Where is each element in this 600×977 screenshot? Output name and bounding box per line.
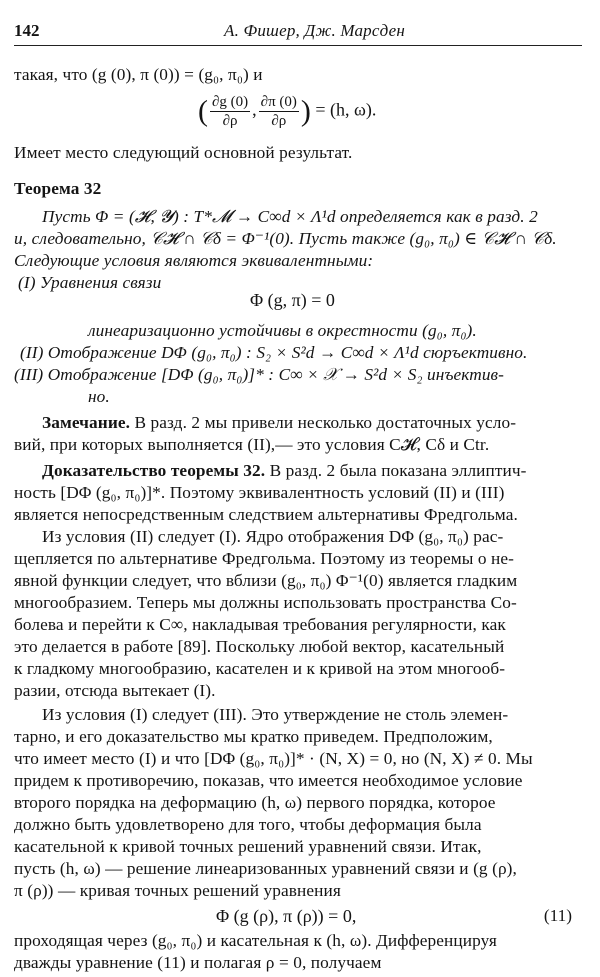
proof-line: придем к противоречию, показав, что имеется необходимое условие [14,771,523,790]
proof-line: Из условия (II) следует (I). Ядро отображения DΦ (g₀, π₀) рас- [42,527,504,546]
theorem-condition-3: (III) Отображение [DΦ (g₀, π₀)]* : C∞ × 𝒳 → S²d × S₂ инъектив- [14,365,505,384]
equation-derivatives: ( $\frac{\partial g (0)}{\partial\rho}$ , $\frac{\partial\pi (0)}{\partial\rho}$ ) = (h, ω). [198,94,377,129]
remark-line: вий, при которых выполняется (II),— это условия C𝓗, Cδ и Ctr. [14,435,490,454]
theorem-line: Следующие условия являются эквивалентными: [14,251,374,270]
proof-line: щепляется по альтернативе Фредгольма. Поэтому из теоремы о не- [14,549,515,568]
fraction-denominator: ∂ρ [222,113,238,129]
theorem-line: Пусть Φ = (𝓗, 𝓨) : T*𝓜 → C∞d × Λ¹d определяется как в разд. 2 [42,207,538,226]
theorem-title: Теорема 32 [14,179,102,198]
page-number: 142 [14,21,40,40]
equation-rhs: = (h, ω). [315,99,377,120]
remark-label: Замечание. [42,413,131,432]
proof-line: разии, отсюда вытекает (I). [14,681,216,700]
remark-line [42,412,586,434]
proof-line: касательной к кривой точных решений уравнений связи. Итак, [14,837,482,856]
theorem-condition-2: (II) Отображение DΦ (g₀, π₀) : S₂ × S²d → C∞d × Λ¹d сюръективно. [20,343,528,362]
proof-line: π (ρ)) — кривая точных решений уравнения [14,881,341,900]
proof-line [42,460,586,482]
theorem-line: и, следовательно, 𝒞𝓗 ∩ 𝒞δ = Φ⁻¹(0). Пусть также (g₀, π₀) ∈ 𝒞𝓗 ∩ 𝒞δ. [14,229,557,248]
equation-constraint: Φ (g, π) = 0 [250,290,335,310]
proof-text: В разд. 2 была показана эллиптич- [265,461,527,480]
theorem-line: но. [88,387,110,406]
proof-line: ность [DΦ (g₀, π₀)]*. Поэтому эквивалентность условий (II) и (III) [14,483,505,502]
proof-line: Из условия (I) следует (III). Это утверждение не столь элемен- [42,705,509,724]
proof-label: Доказательство теоремы 32. [42,461,266,480]
proof-line: что имеет место (I) и что [DΦ (g₀, π₀)]* · (N, X) = 0, но (N, X) ≠ 0. Мы [14,749,533,768]
equation-11: Φ (g (ρ), π (ρ)) = 0, [216,906,357,926]
theorem-line: линеаризационно устойчивы в окрестности (g₀, π₀). [88,321,477,340]
running-head: А. Фишер, Дж. Марсден [224,21,406,40]
proof-line: болева и перейти к C∞, накладывая требования регулярности, как [14,615,506,634]
proof-line: многообразием. Теперь мы должны использовать пространства Со- [14,593,517,612]
proof-line: к гладкому многообразию, касателен и к кривой на этом многооб- [14,659,506,678]
remark-text: В разд. 2 мы привели несколько достаточных усло- [130,413,517,432]
fraction-numerator: ∂g (0) [212,94,249,110]
page-header [14,21,582,46]
proof-line: тарно, и его доказательство мы кратко приведем. Предположим, [14,727,493,746]
fraction-denominator: ∂ρ [271,113,287,129]
proof-line: явной функции следует, что вблизи (g₀, π₀) Φ⁻¹(0) является гладким [14,571,518,590]
equation-number-11: (11) [543,906,572,925]
theorem-condition-1: (I) Уравнения связи [18,273,162,292]
text-line: Имеет место следующий основной результат. [14,143,353,162]
proof-line: дважды уравнение (11) и полагая ρ = 0, получаем [14,953,382,972]
proof-line: является непосредственным следствием альтернативы Фредгольма. [14,505,518,524]
text-line: такая, что (g (0), π (0)) = (g₀, π₀) и [14,65,263,84]
proof-line: второго порядка на деформацию (h, ω) первого порядка, которое [14,793,496,812]
proof-line: проходящая через (g₀, π₀) и касательная к (h, ω). Дифференцируя [14,931,497,950]
proof-line: это делается в работе [89]. Поскольку любой вектор, касательный [14,637,505,656]
proof-line: должно быть удовлетворено для того, чтобы деформация была [14,815,482,834]
proof-line: пусть (h, ω) — решение линеаризованных уравнений связи и (g (ρ), [14,859,517,878]
fraction-numerator: ∂π (0) [260,94,297,110]
